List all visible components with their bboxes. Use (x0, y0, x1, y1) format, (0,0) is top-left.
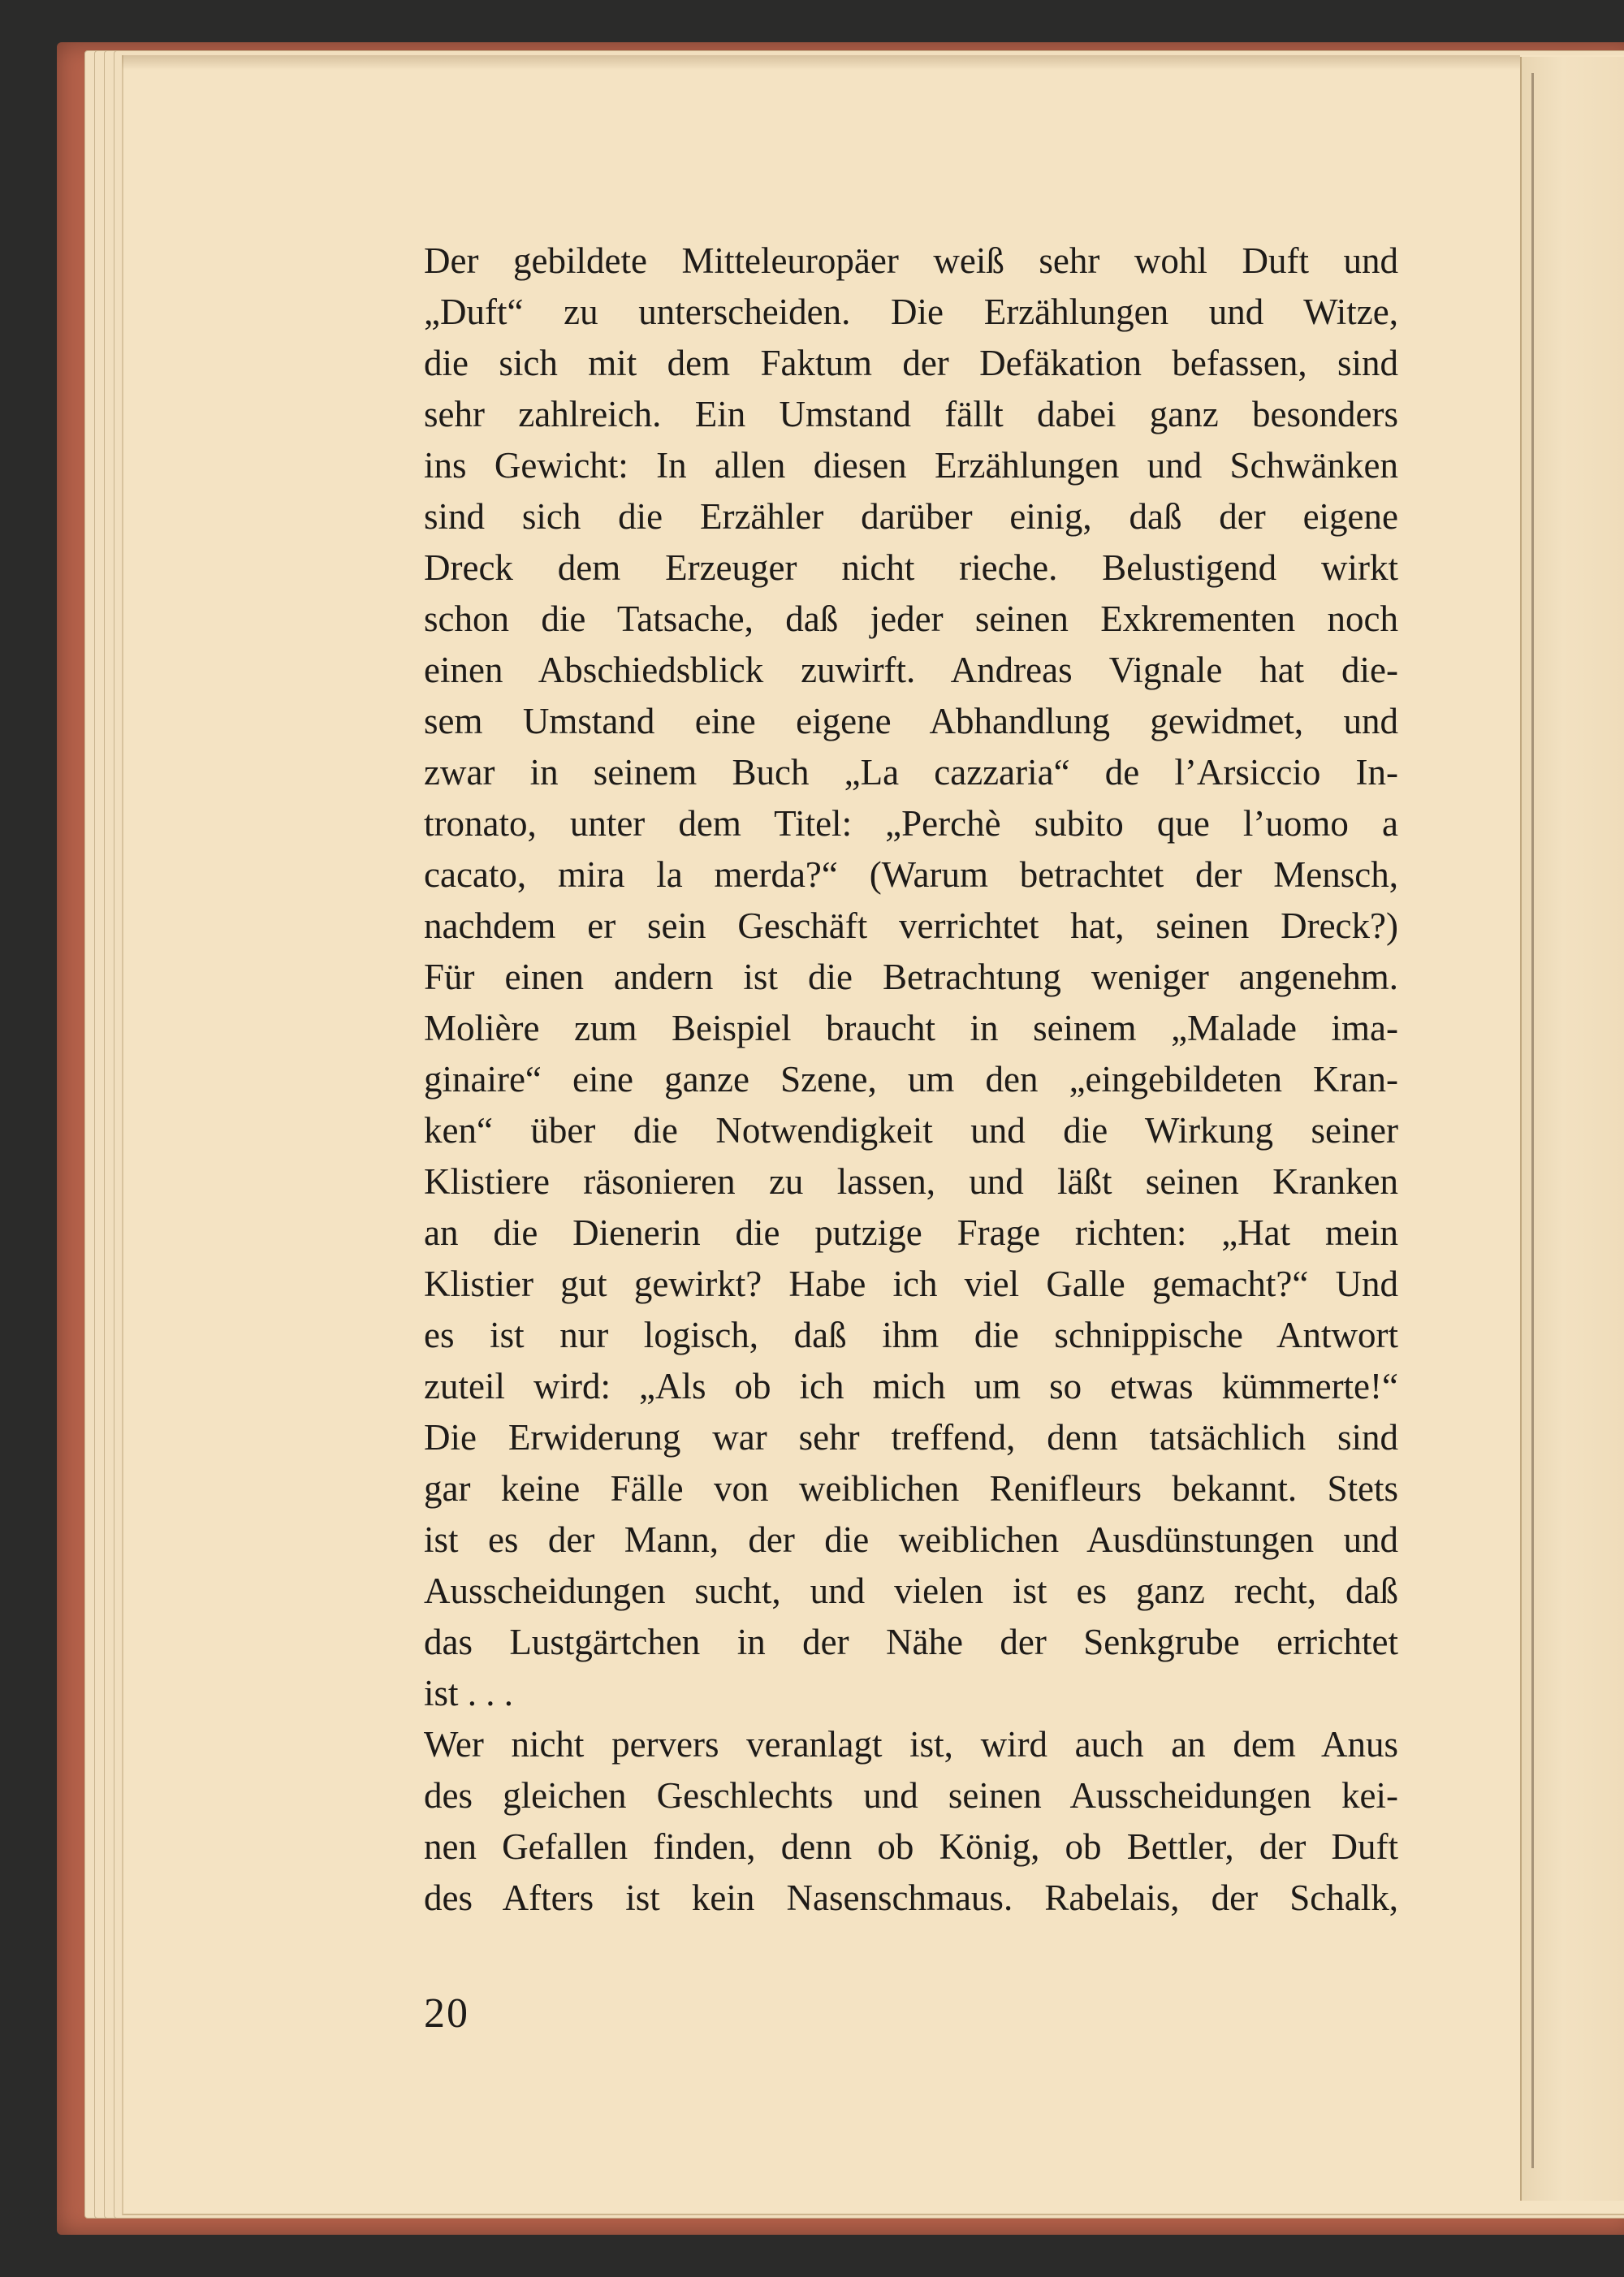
text-line: ken“ über die Notwendigkeit und die Wirkung seiner (424, 1110, 1398, 1151)
text-line: cacato, mira la merda?“ (Warum betrachtet der Mensch, (424, 854, 1398, 895)
text-line: Für einen andern ist die Betrachtung weniger angenehm. (424, 957, 1398, 997)
page-gutter-line (1531, 73, 1534, 2168)
text-line: einen Abschiedsblick zuwirft. Andreas Vignale hat die- (424, 650, 1398, 690)
text-line: ist es der Mann, der die weiblichen Ausdünstungen und (424, 1519, 1398, 1560)
text-line: sehr zahlreich. Ein Umstand fällt dabei ganz besonders (424, 394, 1398, 434)
text-line: ins Gewicht: In allen diesen Erzählungen und Schwänken (424, 445, 1398, 486)
text-line: es ist nur logisch, daß ihm die schnippische Antwort (424, 1315, 1398, 1355)
text-line: Der gebildete Mitteleuropäer weiß sehr wohl Duft und (424, 240, 1398, 281)
text-line: das Lustgärtchen in der Nähe der Senkgrube errichtet (424, 1622, 1398, 1662)
body-text (424, 235, 1398, 1924)
text-line: Klistiere räsonieren zu lassen, und läßt seinen Kranken (424, 1161, 1398, 1202)
text-line: nachdem er sein Geschäft verrichtet hat, seinen Dreck?) (424, 905, 1398, 946)
text-line: ist . . . (424, 1673, 514, 1713)
text-line: Wer nicht pervers veranlagt ist, wird auch an dem Anus (424, 1724, 1398, 1765)
text-line: „Duft“ zu unterscheiden. Die Erzählungen und Witze, (424, 292, 1398, 332)
next-page-edge (1520, 57, 1624, 2201)
text-line: zwar in seinem Buch „La cazzaria“ de l’Arsiccio In- (424, 752, 1398, 793)
text-line: nen Gefallen finden, denn ob König, ob Bettler, der Duft (424, 1826, 1398, 1867)
text-line: Klistier gut gewirkt? Habe ich viel Galle gemacht?“ Und (424, 1264, 1398, 1304)
text-line: schon die Tatsache, daß jeder seinen Exkrementen noch (424, 598, 1398, 639)
text-line: tronato, unter dem Titel: „Perchè subito que l’uomo a (424, 803, 1398, 844)
text-line: sem Umstand eine eigene Abhandlung gewidmet, und (424, 701, 1398, 741)
text-line: sind sich die Erzähler darüber einig, daß der eigene (424, 496, 1398, 537)
text-line: Dreck dem Erzeuger nicht rieche. Belustigend wirkt (424, 547, 1398, 588)
text-line: ginaire“ eine ganze Szene, um den „eingebildeten Kran- (424, 1059, 1398, 1100)
text-line: Molière zum Beispiel braucht in seinem „Malade ima- (424, 1008, 1398, 1048)
text-line: die sich mit dem Faktum der Defäkation befassen, sind (424, 343, 1398, 383)
page-number: 20 (424, 1990, 469, 2037)
text-line: zuteil wird: „Als ob ich mich um so etwas kümmerte!“ (424, 1366, 1398, 1406)
page-top-shadow (122, 55, 1520, 70)
text-line: an die Dienerin die putzige Frage richten: „Hat mein (424, 1212, 1398, 1253)
text-line: des Afters ist kein Nasenschmaus. Rabelais, der Schalk, (424, 1877, 1398, 1918)
text-line: des gleichen Geschlechts und seinen Ausscheidungen kei- (424, 1775, 1398, 1816)
text-line: gar keine Fälle von weiblichen Renifleurs bekannt. Stets (424, 1468, 1398, 1509)
text-line: Die Erwiderung war sehr treffend, denn tatsächlich sind (424, 1417, 1398, 1458)
text-line: Ausscheidungen sucht, und vielen ist es ganz recht, daß (424, 1571, 1398, 1611)
